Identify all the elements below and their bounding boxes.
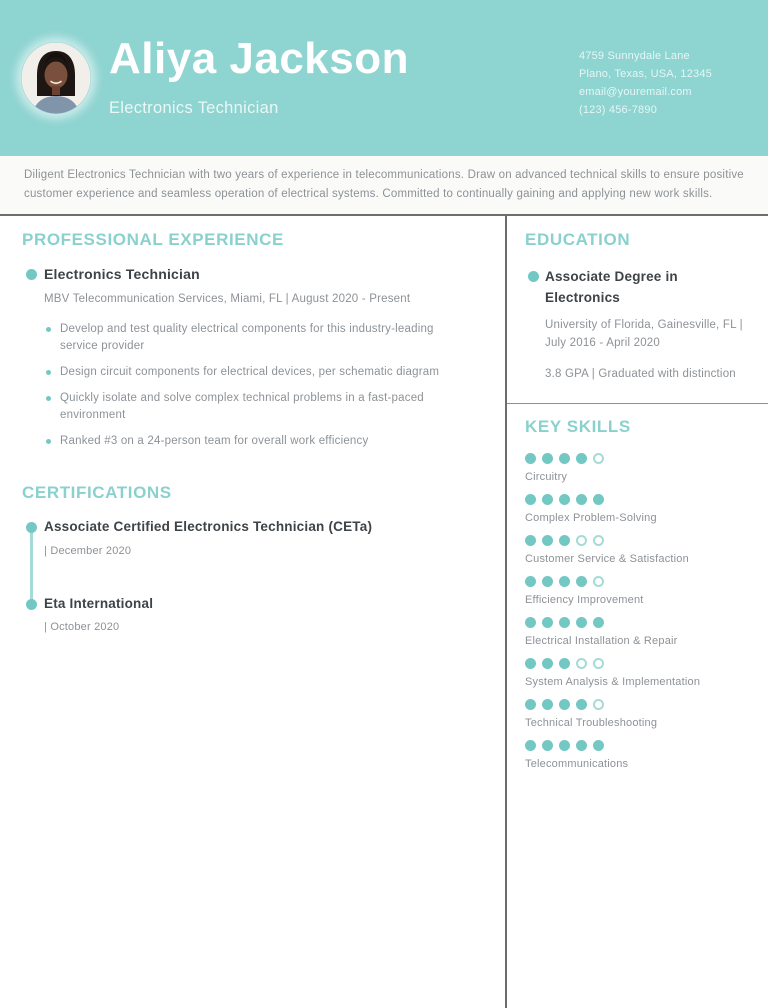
rating-dot [542,658,553,669]
skills-heading: KEY SKILLS [525,417,631,437]
rating-dot [525,535,536,546]
rating-dot [559,453,570,464]
certifications-heading: CERTIFICATIONS [22,483,172,503]
skill-item [525,494,748,525]
rating-dot [576,699,587,710]
rating-dot [593,576,604,587]
rating-dot [593,494,604,505]
rating-dot [542,576,553,587]
skill-rating [525,576,748,587]
rating-dot [576,576,587,587]
rating-dot [542,535,553,546]
skill-label: Efficiency Improvement [525,593,644,606]
education-heading: EDUCATION [525,230,631,249]
certification-title: Associate Certified Electronics Technician (CETa) [22,519,471,536]
skill-item [525,699,748,730]
experience-heading: PROFESSIONAL EXPERIENCE [22,230,284,249]
experience-job-meta: MBV Telecommunication Services, Miami, FL | August 2020 - Present [44,293,411,306]
skill-label: Circuitry [525,470,568,483]
skill-label: Telecommunications [525,757,629,770]
rating-dot [576,658,587,669]
experience-section [22,231,471,450]
rating-dot [576,494,587,505]
skill-item [525,453,748,484]
rating-dot [576,453,587,464]
skill-label: Complex Problem-Solving [525,511,657,524]
skill-item [525,535,748,566]
education-section [525,231,748,383]
rating-dot [525,699,536,710]
person-job-title: Electronics Technician [109,98,279,117]
rating-dot [525,576,536,587]
right-column [505,216,768,1008]
summary-text: Diligent Electronics Technician with two years of experience in telecommunications. Draw on advanced technical skills to ensure positive customer experience and seamless operation of electrical systems. Committed to continually gaining and applying new work skills. [24,169,744,200]
rating-dot [593,617,604,628]
skill-label: Customer Service & Satisfaction [525,552,689,565]
rating-dot [576,617,587,628]
certification-item [22,519,471,559]
rating-dot [525,453,536,464]
skill-item [525,658,748,689]
certification-date: | October 2020 [44,621,120,634]
rating-dot [525,740,536,751]
skill-rating [525,617,748,628]
rating-dot [559,699,570,710]
person-portrait-icon [21,42,91,114]
education-degree: Associate Degree in Electronics [525,266,748,309]
experience-bullet: Ranked #3 on a 24-person team for overall work efficiency [60,433,471,450]
skill-item [525,740,748,771]
contact-phone: (123) 456-7890 [578,104,658,116]
skill-rating [525,658,748,669]
rating-dot [576,535,587,546]
experience-bullet: Design circuit components for electrical devices, per schematic diagram [60,364,471,381]
certifications-section [22,484,471,635]
rating-dot [559,617,570,628]
rating-dot [593,699,604,710]
certification-title: Eta International [22,596,471,613]
skill-rating [525,453,748,464]
experience-bullet: Quickly isolate and solve complex technical problems in a fast-paced environment [60,390,471,424]
skill-rating [525,535,748,546]
timeline-connector [30,531,33,603]
experience-job-title: Electronics Technician [22,266,471,284]
rating-dot [542,617,553,628]
summary-band [0,156,768,216]
left-column [0,216,505,1008]
rating-dot [593,658,604,669]
rating-dot [542,494,553,505]
header [0,0,768,156]
content-columns [0,216,768,1008]
contact-email: email@youremail.com [578,86,692,98]
experience-bullet-list [22,321,471,450]
certification-item [22,596,471,636]
rating-dot [559,658,570,669]
rating-dot [542,740,553,751]
person-name: Aliya Jackson [109,33,409,83]
skills-section [525,418,748,771]
skill-label: System Analysis & Implementation [525,675,701,688]
education-gpa: 3.8 GPA | Graduated with distinction [545,367,736,380]
skills-list [525,453,748,771]
rating-dot [525,494,536,505]
skill-rating [525,699,748,710]
rating-dot [559,740,570,751]
experience-bullet: Develop and test quality electrical components for this industry-leading service provider [60,321,471,355]
contact-address-line1: 4759 Sunnydale Lane [578,50,690,62]
certification-date: | December 2020 [44,545,132,557]
skill-item [525,576,748,607]
skill-rating [525,740,748,751]
rating-dot [559,494,570,505]
rating-dot [542,453,553,464]
education-item [525,266,748,383]
contact-info [579,47,712,119]
skill-rating [525,494,748,505]
rating-dot [593,535,604,546]
rating-dot [559,535,570,546]
education-meta: University of Florida, Gainesville, FL | July 2016 - April 2020 [545,318,743,350]
experience-list [22,266,471,451]
rating-dot [576,740,587,751]
skill-label: Technical Troubleshooting [525,716,658,729]
rating-dot [525,617,536,628]
rating-dot [593,453,604,464]
certifications-list [22,519,471,636]
rating-dot [525,658,536,669]
skill-label: Electrical Installation & Repair [525,634,678,647]
experience-item [22,266,471,451]
rating-dot [559,576,570,587]
rating-dot [593,740,604,751]
rating-dot [542,699,553,710]
skill-item [525,617,748,648]
identity-block [109,33,409,120]
profile-photo [21,42,91,114]
section-divider [507,403,768,404]
contact-address-line2: Plano, Texas, USA, 12345 [578,68,712,80]
